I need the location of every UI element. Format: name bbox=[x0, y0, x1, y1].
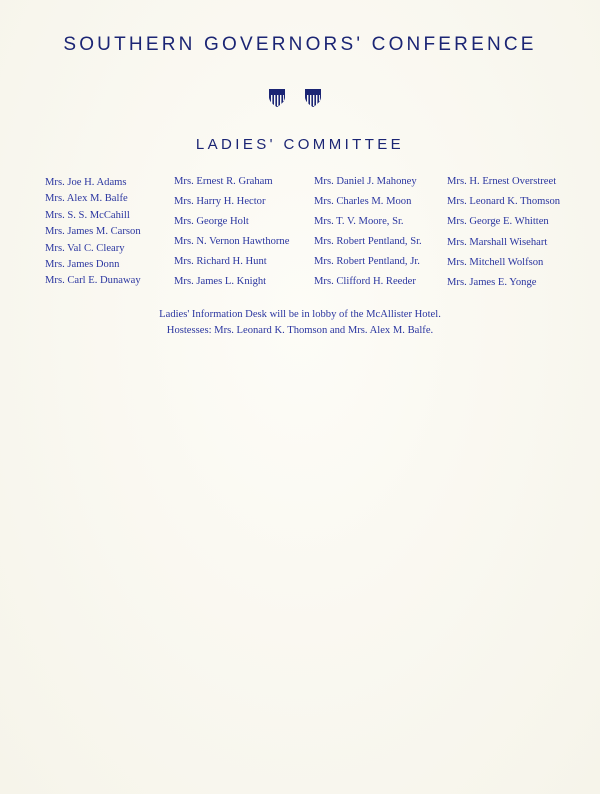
emblem-row bbox=[268, 88, 328, 110]
committee-member: Mrs. Harry H. Hector bbox=[174, 196, 266, 207]
committee-member: Mrs. Clifford H. Reeder bbox=[314, 276, 416, 287]
committee-member: Mrs. H. Ernest Overstreet bbox=[447, 176, 557, 187]
committee-member: Mrs. Alex M. Balfe bbox=[45, 193, 128, 205]
committee-member: Mrs. S. S. McCahill bbox=[45, 209, 130, 221]
committee-member: Mrs. George Holt bbox=[174, 216, 249, 227]
committee-column-2 bbox=[174, 172, 289, 292]
committee-member: Mrs. James L. Knight bbox=[174, 276, 267, 287]
committee-column-3 bbox=[314, 172, 422, 292]
committee-member: Mrs. James M. Carson bbox=[45, 226, 141, 238]
committee-member: Mrs. James E. Yonge bbox=[447, 277, 537, 289]
shield-icon bbox=[304, 88, 322, 110]
committee-column-1 bbox=[45, 175, 141, 290]
committee-member: Mrs. Marshall Wisehart bbox=[447, 236, 548, 248]
committee-member: Mrs. T. V. Moore, Sr. bbox=[314, 216, 404, 227]
committee-member: Mrs. Joe H. Adams bbox=[45, 177, 127, 188]
committee-member: Mrs. Charles M. Moon bbox=[314, 196, 412, 207]
committee-member: Mrs. Robert Pentland, Jr. bbox=[314, 256, 420, 267]
committee-member: Mrs. Ernest R. Graham bbox=[174, 176, 273, 187]
hostesses-note: Hostesses: Mrs. Leonard K. Thomson and Mrs. Alex M. Balfe. bbox=[166, 325, 434, 336]
committee-member: Mrs. Val C. Cleary bbox=[45, 242, 125, 254]
committee-member: Mrs. Robert Pentland, Sr. bbox=[314, 236, 422, 247]
committee-member: Mrs. Carl E. Dunaway bbox=[45, 275, 141, 287]
information-desk-note: Ladies' Information Desk will be in lobby of the McAllister Hotel. bbox=[159, 309, 441, 320]
committee-column-4 bbox=[447, 172, 560, 293]
committee-member: Mrs. Mitchell Wolfson bbox=[447, 256, 544, 268]
page-title: SOUTHERN GOVERNORS' CONFERENCE bbox=[63, 34, 537, 55]
committee-member: Mrs. James Donn bbox=[45, 259, 120, 271]
shield-icon bbox=[268, 88, 286, 110]
committee-member: Mrs. George E. Whitten bbox=[447, 216, 549, 228]
committee-member: Mrs. N. Vernon Hawthorne bbox=[174, 236, 290, 247]
committee-member: Mrs. Daniel J. Mahoney bbox=[314, 176, 417, 187]
committee-member: Mrs. Leonard K. Thomson bbox=[447, 196, 561, 208]
section-heading: LADIES' COMMITTEE bbox=[195, 136, 405, 153]
committee-member: Mrs. Richard H. Hunt bbox=[174, 256, 267, 267]
